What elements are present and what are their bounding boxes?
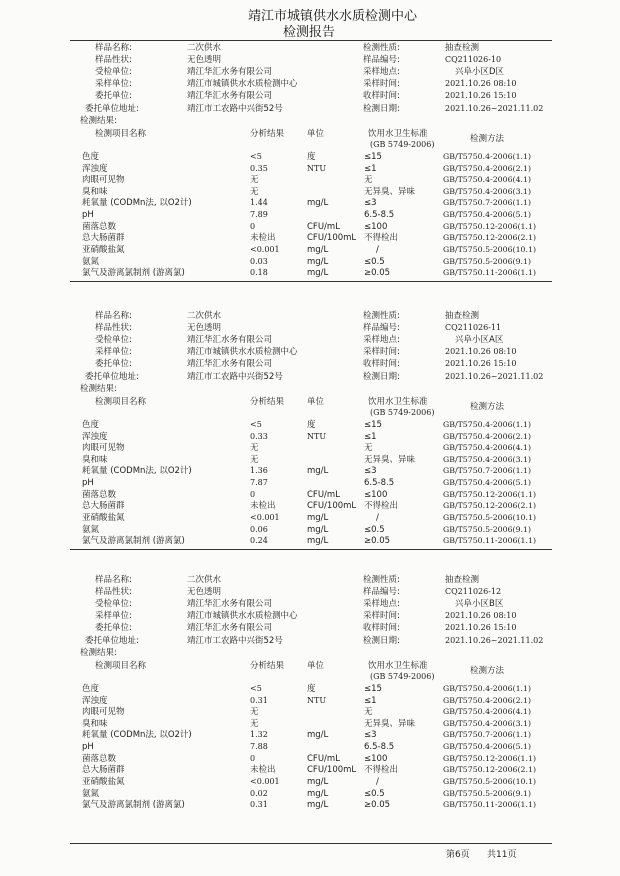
sample-2-row-8-result: <0.001 — [250, 512, 280, 522]
sample-3-row-9-method: GB/T5750.5-2006(9.1) — [443, 788, 532, 798]
sample-2-inspected-unit: 靖江华汇水务有限公司 — [187, 335, 273, 346]
sample-3-row-7-name: 总大肠菌群 — [82, 765, 125, 776]
sample-3-row-1-method: GB/T5750.4-2006(2.1) — [443, 695, 532, 705]
sample-3-row-10-standard: ≥0.05 — [364, 800, 391, 811]
sample-3-sample-name: 二次供水 — [187, 575, 222, 585]
sample-2-label-sampling-time: 采样时间: — [363, 347, 400, 358]
sample-2-row-7-name: 总大肠菌群 — [82, 501, 125, 512]
sample-2-row-0-method: GB/T5750.4-2006(1.1) — [443, 420, 532, 429]
sample-1-label-sampling-site: 采样地点: — [363, 67, 400, 78]
sample-3-row-4-name: 耗氧量 (CODMn法, 以O2计) — [82, 730, 192, 741]
sample-2-row-5-name: pH — [82, 478, 94, 489]
sample-1-row-5-result: 7.89 — [250, 210, 268, 220]
sample-2-row-6-unit: CFU/mL — [307, 489, 340, 500]
sample-3-row-1-standard: ≤1 — [364, 695, 377, 706]
sample-3-row-6-method: GB/T5750.12-2006(1.1) — [443, 753, 536, 763]
sample-2-row-4-name: 耗氧量 (CODMn法, 以O2计) — [82, 466, 192, 477]
sample-2-sample-trait: 无色透明 — [187, 323, 222, 334]
sample-2-client: 靖江华汇水务有限公司 — [187, 359, 273, 370]
sample-1-row-9-name: 氨氮 — [82, 256, 100, 267]
sample-1-label-sample-no: 样品编号: — [363, 55, 400, 66]
title-rule — [70, 40, 552, 41]
sample-3-label-sampling-time: 采样时间: — [363, 611, 400, 622]
sample-2-header-standard-2: (GB 5749-2006) — [370, 408, 435, 417]
sample-1-row-7-standard: 不得检出 — [364, 233, 399, 244]
sample-2-label-test-nature: 检测性质: — [363, 311, 400, 321]
sample-2-row-0-standard: ≤15 — [364, 420, 382, 430]
sample-1-header-result: 分析结果 — [250, 129, 285, 139]
sample-2-row-4-result: 1.36 — [250, 466, 268, 476]
sample-2-row-6-standard: ≤100 — [364, 489, 388, 500]
sample-3-row-0-name: 色度 — [82, 684, 100, 694]
sample-3-receive-time: 2021.10.26 15:10 — [445, 623, 517, 633]
sample-2-client-address: 靖江市工农路中兴街52号 — [187, 371, 283, 382]
sample-3-row-4-standard: ≤3 — [364, 730, 377, 741]
sample-1-row-4-unit: mg/L — [307, 198, 329, 209]
sample-1-row-2-method: GB/T5750.4-2006(4.1) — [443, 175, 532, 185]
sample-1-row-7-result: 未检出 — [250, 233, 276, 244]
sample-2-row-4-unit: mg/L — [307, 466, 329, 477]
sample-1-row-10-result: 0.18 — [250, 268, 268, 278]
sample-1-header-standard-2: (GB 5749-2006) — [370, 140, 435, 149]
sample-1-sampling-site: 兴阜小区D区 — [455, 67, 505, 78]
sample-3-row-1-name: 浑浊度 — [82, 695, 108, 706]
sample-1-row-10-standard: ≥0.05 — [364, 268, 391, 279]
sample-3-row-3-result: 无 — [250, 718, 259, 729]
sample-3-row-4-unit: mg/L — [307, 730, 329, 741]
sample-1-sample-no: CQ211026-10 — [445, 55, 502, 65]
sample-2-test-nature: 抽查检测 — [445, 311, 480, 321]
sample-2-row-10-standard: ≥0.05 — [364, 536, 391, 547]
sample-2-row-3-name: 臭和味 — [82, 454, 108, 465]
sample-3-sampling-unit: 靖江市城镇供水水质检测中心 — [187, 611, 298, 622]
sample-1-receive-time: 2021.10.26 15:10 — [445, 91, 517, 101]
sample-1-row-10-unit: mg/L — [307, 268, 329, 279]
sample-1-row-10-name: 氯气及游离氯制剂 (游离氯) — [82, 268, 185, 279]
sample-3-test-date: 2021.10.26~2021.11.02 — [445, 635, 544, 645]
sample-2-label-client-address: 委托单位地址: — [85, 371, 139, 382]
sample-2-row-5-result: 7.87 — [250, 478, 268, 488]
sample-1-label-client: 委托单位: — [95, 91, 132, 102]
sample-1-row-3-method: GB/T5750.4-2006(3.1) — [443, 186, 532, 196]
sample-2-end-rule — [70, 549, 552, 550]
sample-3-sample-no: CQ211026-12 — [445, 587, 502, 597]
sample-2-row-3-method: GB/T5750.4-2006(3.1) — [443, 454, 532, 464]
sample-2-test-date: 2021.10.26~2021.11.02 — [445, 371, 544, 381]
sample-3-row-7-unit: CFU/100mL — [307, 765, 357, 776]
sample-3-row-7-standard: 不得检出 — [364, 765, 399, 776]
sample-3-row-8-result: <0.001 — [250, 776, 280, 786]
sample-1-row-4-standard: ≤3 — [364, 198, 377, 209]
sample-2-row-3-standard: 无异臭、异味 — [364, 454, 416, 465]
sample-3-row-0-unit: 度 — [307, 684, 316, 694]
sample-3-header-standard-2: (GB 5749-2006) — [370, 672, 435, 681]
sample-1-inspected-unit: 靖江华汇水务有限公司 — [187, 67, 273, 78]
sample-3-row-3-method: GB/T5750.4-2006(3.1) — [443, 718, 532, 728]
sample-2-label-sampling-unit: 采样单位: — [95, 347, 132, 358]
sample-3-label-sampling-site: 采样地点: — [363, 599, 400, 610]
sample-3-row-8-method: GB/T5750.5-2006(10.1) — [443, 776, 536, 786]
sample-1-results-label: 检测结果: — [80, 116, 117, 126]
sample-3-label-sample-trait: 样品性状: — [95, 587, 132, 598]
sample-2-row-0-name: 色度 — [82, 420, 100, 430]
sample-1-row-0-standard: ≤15 — [364, 152, 382, 162]
sample-1-header-unit: 单位 — [307, 129, 325, 139]
sample-2-header-method: 检测方法 — [470, 402, 505, 412]
sample-3-row-6-standard: ≤100 — [364, 753, 388, 764]
sample-3-label-sample-name: 样品名称: — [95, 575, 132, 585]
sample-1-label-receive-time: 收样时间: — [363, 91, 400, 102]
sample-2-row-2-standard: 无 — [364, 443, 373, 454]
sample-2-header-standard: 饮用水卫生标准 — [368, 397, 428, 407]
sample-3-row-9-standard: ≤0.5 — [364, 788, 385, 799]
sample-2-row-7-method: GB/T5750.12-2006(2.1) — [443, 501, 536, 511]
sample-2-row-7-result: 未检出 — [250, 501, 276, 512]
sample-2-row-9-result: 0.06 — [250, 524, 268, 534]
sample-3-sampling-time: 2021.10.26 08:10 — [445, 611, 517, 621]
sample-3-header-unit: 单位 — [307, 661, 325, 671]
org-title: 靖江市城镇供水水质检测中心 — [248, 9, 418, 24]
sample-1-test-nature: 抽查检测 — [445, 43, 480, 53]
sample-1-label-sample-trait: 样品性状: — [95, 55, 132, 66]
sample-3-label-receive-time: 收样时间: — [363, 623, 400, 634]
sample-3-row-6-result: 0 — [250, 753, 256, 763]
sample-1-sample-trait: 无色透明 — [187, 55, 222, 66]
sample-2-sample-name: 二次供水 — [187, 311, 222, 321]
sample-2-row-9-standard: ≤0.5 — [364, 524, 385, 535]
sample-2-row-9-unit: mg/L — [307, 524, 329, 535]
sample-3-row-7-method: GB/T5750.12-2006(2.1) — [443, 765, 536, 775]
sample-1-header-standard: 饮用水卫生标准 — [368, 129, 428, 139]
footer-rule — [70, 843, 552, 844]
sample-3-client: 靖江华汇水务有限公司 — [187, 623, 273, 634]
sample-1-label-sample-name: 样品名称: — [95, 43, 132, 53]
sample-2-label-sample-trait: 样品性状: — [95, 323, 132, 334]
sample-1-row-3-standard: 无异臭、异味 — [364, 186, 416, 197]
sample-3-label-test-nature: 检测性质: — [363, 575, 400, 585]
sample-2-label-sample-name: 样品名称: — [95, 311, 132, 321]
sample-1-row-6-result: 0 — [250, 221, 256, 231]
sample-3-row-9-result: 0.02 — [250, 788, 268, 798]
sample-1-row-1-unit: NTU — [307, 163, 327, 173]
sample-2-header-result: 分析结果 — [250, 397, 285, 407]
sample-1-row-1-name: 浑浊度 — [82, 163, 108, 174]
sample-2-row-9-name: 氨氮 — [82, 524, 100, 535]
sample-1-label-client-address: 委托单位地址: — [85, 103, 139, 114]
sample-3-row-7-result: 未检出 — [250, 765, 276, 776]
sample-3-row-8-name: 亚硝酸盐氮 — [82, 776, 125, 787]
sample-2-label-receive-time: 收样时间: — [363, 359, 400, 370]
sample-2-row-10-unit: mg/L — [307, 536, 329, 547]
sample-3-row-10-name: 氯气及游离氯制剂 (游离氯) — [82, 800, 185, 811]
sample-2-row-10-method: GB/T5750.11-2006(1.1) — [443, 536, 536, 546]
sample-1-row-7-method: GB/T5750.12-2006(2.1) — [443, 233, 536, 243]
sample-2-row-6-method: GB/T5750.12-2006(1.1) — [443, 489, 536, 499]
sample-3-row-4-result: 1.32 — [250, 730, 268, 740]
sample-3-row-2-result: 无 — [250, 707, 259, 718]
sample-2-row-2-method: GB/T5750.4-2006(4.1) — [443, 443, 532, 453]
sample-2-row-10-result: 0.24 — [250, 536, 268, 546]
report-title: 检测报告 — [283, 25, 336, 40]
sample-2-sampling-unit: 靖江市城镇供水水质检测中心 — [187, 347, 298, 358]
sample-3-row-4-method: GB/T5750.7-2006(1.1) — [443, 730, 532, 740]
sample-3-test-nature: 抽查检测 — [445, 575, 480, 585]
sample-1-row-5-standard: 6.5-8.5 — [364, 210, 395, 221]
sample-2-row-8-standard: / — [376, 512, 379, 523]
sample-3-row-6-unit: CFU/mL — [307, 753, 340, 764]
sample-1-client-address: 靖江市工农路中兴街52号 — [187, 103, 283, 114]
sample-1-row-7-unit: CFU/100mL — [307, 233, 357, 244]
sample-3-header-item: 检测项目名称 — [95, 661, 147, 671]
sample-2-row-8-name: 亚硝酸盐氮 — [82, 512, 125, 523]
sample-1-sampling-time: 2021.10.26 08:10 — [445, 79, 517, 89]
sample-1-row-6-unit: CFU/mL — [307, 221, 340, 232]
sample-1-row-0-unit: 度 — [307, 152, 316, 162]
sample-3-row-3-name: 臭和味 — [82, 718, 108, 729]
sample-2-sample-no: CQ211026-11 — [445, 323, 502, 333]
sample-3-row-9-name: 氨氮 — [82, 788, 100, 799]
sample-1-row-9-unit: mg/L — [307, 256, 329, 267]
sample-2-label-test-date: 检测日期: — [363, 371, 400, 382]
sample-2-sampling-site: 兴阜小区A区 — [455, 335, 504, 346]
sample-2-row-2-name: 肉眼可见物 — [82, 443, 125, 454]
sample-1-label-sampling-unit: 采样单位: — [95, 79, 132, 90]
sample-1-row-8-result: <0.001 — [250, 244, 280, 254]
sample-3-header-standard: 饮用水卫生标准 — [368, 661, 428, 671]
sample-2-row-9-method: GB/T5750.5-2006(9.1) — [443, 524, 532, 534]
sample-2-label-sample-no: 样品编号: — [363, 323, 400, 334]
sample-1-row-1-standard: ≤1 — [364, 163, 377, 174]
sample-3-row-5-method: GB/T5750.4-2006(5.1) — [443, 742, 532, 752]
sample-2-receive-time: 2021.10.26 15:10 — [445, 359, 517, 369]
sample-2-row-8-unit: mg/L — [307, 512, 329, 523]
sample-3-row-9-unit: mg/L — [307, 788, 329, 799]
sample-2-row-1-unit: NTU — [307, 431, 327, 441]
sample-3-row-5-standard: 6.5-8.5 — [364, 742, 395, 753]
sample-1-row-7-name: 总大肠菌群 — [82, 233, 125, 244]
sample-3-label-inspected-unit: 受检单位: — [95, 599, 132, 610]
sample-1-row-9-standard: ≤0.5 — [364, 256, 385, 267]
sample-1-row-3-name: 臭和味 — [82, 186, 108, 197]
sample-2-sampling-time: 2021.10.26 08:10 — [445, 347, 517, 357]
sample-2-row-1-result: 0.33 — [250, 431, 268, 441]
sample-3-header-method: 检测方法 — [470, 666, 505, 676]
sample-3-inspected-unit: 靖江华汇水务有限公司 — [187, 599, 273, 610]
sample-1-row-0-result: <5 — [250, 152, 262, 161]
sample-1-label-inspected-unit: 受检单位: — [95, 67, 132, 78]
sample-1-row-2-result: 无 — [250, 175, 259, 186]
sample-1-row-4-result: 1.44 — [250, 198, 268, 208]
sample-1-label-sampling-time: 采样时间: — [363, 79, 400, 90]
sample-3-sample-trait: 无色透明 — [187, 587, 222, 598]
sample-3-row-2-standard: 无 — [364, 707, 373, 718]
sample-1-row-0-name: 色度 — [82, 152, 100, 162]
sample-1-row-6-standard: ≤100 — [364, 221, 388, 232]
sample-1-row-6-name: 菌落总数 — [82, 221, 117, 232]
sample-2-label-sampling-site: 采样地点: — [363, 335, 400, 346]
page-total: 共11页 — [487, 850, 517, 860]
sample-2-row-6-result: 0 — [250, 489, 256, 499]
sample-1-label-test-date: 检测日期: — [363, 103, 400, 114]
sample-1-row-2-name: 肉眼可见物 — [82, 175, 125, 186]
sample-2-row-0-result: <5 — [250, 420, 262, 429]
sample-3-row-0-method: GB/T5750.4-2006(1.1) — [443, 684, 532, 693]
sample-3-label-client-address: 委托单位地址: — [85, 635, 139, 646]
sample-2-row-6-name: 菌落总数 — [82, 489, 117, 500]
sample-1-row-8-method: GB/T5750.5-2006(10.1) — [443, 244, 536, 254]
sample-2-results-label: 检测结果: — [80, 384, 117, 394]
sample-1-row-1-result: 0.35 — [250, 163, 268, 173]
sample-2-header-unit: 单位 — [307, 397, 325, 407]
sample-1-header-item: 检测项目名称 — [95, 129, 147, 139]
sample-3-row-10-result: 0.31 — [250, 800, 268, 810]
sample-1-row-9-result: 0.03 — [250, 256, 268, 266]
page-number: 第6页 — [446, 850, 470, 860]
sample-1-row-4-name: 耗氧量 (CODMn法, 以O2计) — [82, 198, 192, 209]
sample-1-row-1-method: GB/T5750.4-2006(2.1) — [443, 163, 532, 173]
sample-1-header-method: 检测方法 — [470, 134, 505, 144]
sample-1-row-0-method: GB/T5750.4-2006(1.1) — [443, 152, 532, 161]
sample-3-row-8-unit: mg/L — [307, 776, 329, 787]
sample-3-label-client: 委托单位: — [95, 623, 132, 634]
sample-3-label-test-date: 检测日期: — [363, 635, 400, 646]
sample-2-row-7-standard: 不得检出 — [364, 501, 399, 512]
sample-2-label-client: 委托单位: — [95, 359, 132, 370]
sample-3-row-3-standard: 无异臭、异味 — [364, 718, 416, 729]
sample-3-row-5-result: 7.88 — [250, 742, 268, 752]
sample-1-sample-name: 二次供水 — [187, 43, 222, 53]
sample-2-row-5-standard: 6.5-8.5 — [364, 478, 395, 489]
sample-1-row-9-method: GB/T5750.5-2006(9.1) — [443, 256, 532, 266]
sample-1-row-4-method: GB/T5750.7-2006(1.1) — [443, 198, 532, 208]
sample-2-label-inspected-unit: 受检单位: — [95, 335, 132, 346]
sample-1-row-8-unit: mg/L — [307, 244, 329, 255]
sample-1-end-rule — [70, 281, 552, 282]
sample-2-row-8-method: GB/T5750.5-2006(10.1) — [443, 512, 536, 522]
sample-3-row-10-method: GB/T5750.11-2006(1.1) — [443, 800, 536, 810]
sample-1-row-5-name: pH — [82, 210, 94, 221]
sample-3-row-0-standard: ≤15 — [364, 684, 382, 694]
sample-3-row-8-standard: / — [376, 776, 379, 787]
sample-3-label-sample-no: 样品编号: — [363, 587, 400, 598]
sample-3-row-2-name: 肉眼可见物 — [82, 707, 125, 718]
sample-3-row-5-name: pH — [82, 742, 94, 753]
sample-1-row-8-name: 亚硝酸盐氮 — [82, 244, 125, 255]
sample-1-test-date: 2021.10.26~2021.11.02 — [445, 103, 544, 113]
sample-1-row-3-result: 无 — [250, 186, 259, 197]
sample-3-header-result: 分析结果 — [250, 661, 285, 671]
sample-3-label-sampling-unit: 采样单位: — [95, 611, 132, 622]
sample-2-row-1-standard: ≤1 — [364, 431, 377, 442]
sample-2-row-2-result: 无 — [250, 443, 259, 454]
sample-2-row-3-result: 无 — [250, 454, 259, 465]
sample-3-results-label: 检测结果: — [80, 648, 117, 658]
sample-2-header-item: 检测项目名称 — [95, 397, 147, 407]
sample-3-row-0-result: <5 — [250, 684, 262, 693]
sample-1-label-test-nature: 检测性质: — [363, 43, 400, 53]
sample-2-row-1-name: 浑浊度 — [82, 431, 108, 442]
sample-3-row-6-name: 菌落总数 — [82, 753, 117, 764]
sample-2-row-4-standard: ≤3 — [364, 466, 377, 477]
sample-3-row-2-method: GB/T5750.4-2006(4.1) — [443, 707, 532, 717]
sample-2-row-1-method: GB/T5750.4-2006(2.1) — [443, 431, 532, 441]
sample-1-client: 靖江华汇水务有限公司 — [187, 91, 273, 102]
sample-1-row-2-standard: 无 — [364, 175, 373, 186]
sample-3-row-1-result: 0.31 — [250, 695, 268, 705]
sample-3-row-10-unit: mg/L — [307, 800, 329, 811]
sample-1-row-5-method: GB/T5750.4-2006(5.1) — [443, 210, 532, 220]
sample-2-row-5-method: GB/T5750.4-2006(5.1) — [443, 478, 532, 488]
sample-1-row-6-method: GB/T5750.12-2006(1.1) — [443, 221, 536, 231]
sample-2-row-4-method: GB/T5750.7-2006(1.1) — [443, 466, 532, 476]
sample-1-row-10-method: GB/T5750.11-2006(1.1) — [443, 268, 536, 278]
sample-2-row-0-unit: 度 — [307, 420, 316, 430]
sample-2-row-7-unit: CFU/100mL — [307, 501, 357, 512]
sample-3-client-address: 靖江市工农路中兴街52号 — [187, 635, 283, 646]
sample-1-row-8-standard: / — [376, 244, 379, 255]
sample-3-sampling-site: 兴阜小区B区 — [455, 599, 504, 610]
sample-2-row-10-name: 氯气及游离氯制剂 (游离氯) — [82, 536, 185, 547]
sample-1-sampling-unit: 靖江市城镇供水水质检测中心 — [187, 79, 298, 90]
sample-3-row-1-unit: NTU — [307, 695, 327, 705]
